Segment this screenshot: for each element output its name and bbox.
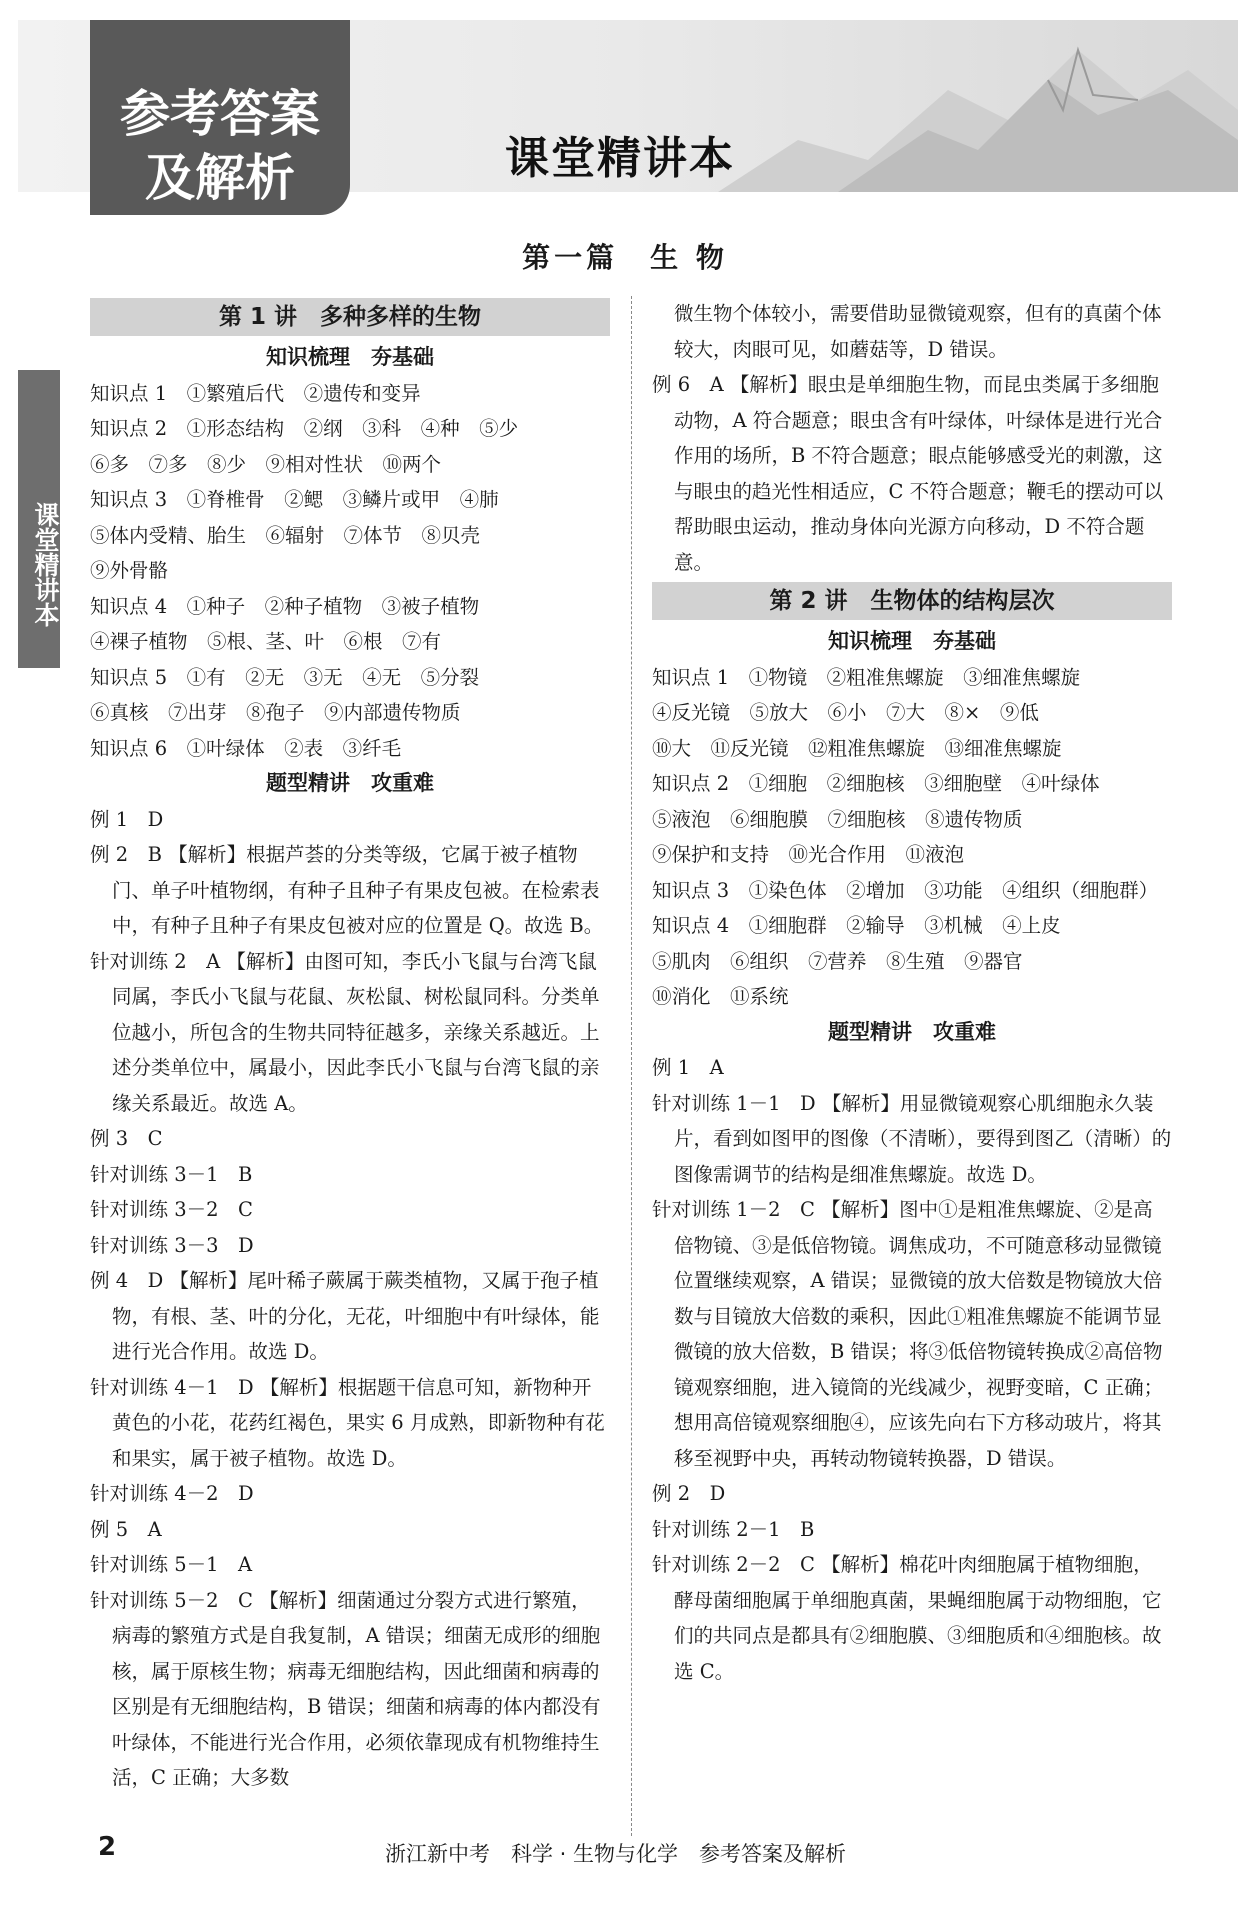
answer-entry: 针对训练 5－1 A — [90, 1553, 253, 1576]
answer-entry: 针对训练 3－2 C — [90, 1198, 253, 1221]
knowledge-line: 知识点 1 ①物镜 ②粗准焦螺旋 ③细准焦螺旋 — [652, 665, 1081, 689]
knowledge-line: ⑥多 ⑦多 ⑧少 ⑨相对性状 ⑩两个 — [90, 452, 442, 476]
answer-entry: 例 6 A 【解析】眼虫是单细胞生物，而昆虫类属于多细胞动物，A 符合题意；眼虫含有叶绿体，叶绿体是进行光合作用的场所，B 不符合题意；眼点能够感受光的刺激，这与眼虫的趋光性相适应，C 不符合题意；鞭毛的摆动可以帮助眼虫运动，推动身体向光源方向移动，D 不符合题意。 — [652, 373, 1164, 574]
knowledge-line: 知识点 3 ①脊椎骨 ②鳃 ③鳞片或甲 ④肺 — [90, 488, 499, 511]
knowledge-line: 知识点 2 ①形态结构 ②纲 ③科 ④种 ⑤少 — [90, 417, 519, 440]
answer-entry: 例 4 D 【解析】尾叶稀子蕨属于蕨类植物，又属于孢子植物，有根、茎、叶的分化，无花，叶细胞中有叶绿体，能进行光合作用。故选 D。 — [90, 1269, 600, 1363]
answer-entry: 例 1 A — [652, 1056, 724, 1079]
knowledge-line: 知识点 2 ①细胞 ②细胞核 ③细胞壁 ④叶绿体 — [652, 772, 1100, 795]
answer-entry: 例 2 D — [652, 1482, 726, 1505]
book-title: 课堂精讲本 — [505, 133, 735, 184]
page-number: 2 — [98, 1832, 117, 1862]
knowledge-line: ⑨外骨骼 — [90, 559, 169, 582]
knowledge-line: 知识点 4 ①种子 ②种子植物 ③被子植物 — [90, 594, 480, 618]
knowledge-line: ⑩消化 ⑪系统 — [652, 985, 789, 1008]
knowledge-line: 知识点 6 ①叶绿体 ②表 ③纤毛 — [90, 736, 402, 760]
answer-entry: 针对训练 4－2 D — [90, 1482, 254, 1505]
answer-entry: 微生物个体较小，需要借助显微镜观察，但有的真菌个体较大，肉眼可见，如蘑菇等，D 错误。 — [674, 302, 1162, 361]
mountain-illustration — [718, 20, 1238, 192]
answer-entry: 针对训练 1－2 C 【解析】图中①是粗准焦螺旋、②是高倍物镜、③是低倍物镜。调焦成功，不可随意移动显微镜位置继续观察，A 错误；显微镜的放大倍数是物镜放大倍数与目镜放大倍数的乘积，因此①粗准焦螺旋不能调节显微镜的放大倍数，B 错误；将③低倍物镜转换成②高倍物镜观察细胞，进入镜筒的光线减少，视野变暗，C 正确；想用高倍镜观察细胞④，应该先向右下方移动玻片，将其移至视野中央，再转动物镜转换器，D 错误。 — [652, 1198, 1164, 1470]
answer-entry: 针对训练 4－1 D 【解析】根据题干信息可知，新物种开黄色的小花，花药红褐色，果实 6 月成熟，即新物种有花和果实，属于被子植物。故选 D。 — [90, 1375, 605, 1470]
exercise-heading: 题型精讲 攻重难 — [828, 1019, 996, 1044]
right-column — [652, 296, 1172, 1689]
answer-entry: 针对训练 1－1 D 【解析】用显微镜观察心肌细胞永久装片，看到如图甲的图像（不清晰），要得到图乙（清晰）的图像需调节的结构是细准焦螺旋。故选 D。 — [652, 1091, 1172, 1186]
knowledge-line: ⑤肌肉 ⑥组织 ⑦营养 ⑧生殖 ⑨器官 — [652, 949, 1023, 973]
answer-entry: 针对训练 5－2 C 【解析】细菌通过分裂方式进行繁殖，病毒的繁殖方式是自我复制，A 错误；细菌无成形的细胞核，属于原核生物；病毒无细胞结构，因此细菌和病毒的区别是有无细胞结构，B 错误；细菌和病毒的体内都没有叶绿体，不能进行光合作用，必须依靠现成有机物维持生活，C 正确；大多数 — [90, 1588, 601, 1789]
answer-entry: 例 3 C — [90, 1127, 163, 1150]
knowledge-line: ⑩大 ⑪反光镜 ⑫粗准焦螺旋 ⑬细准焦螺旋 — [652, 736, 1062, 760]
knowledge-line: ④反光镜 ⑤放大 ⑥小 ⑦大 ⑧× ⑨低 — [652, 701, 1039, 724]
knowledge-heading: 知识梳理 夯基础 — [266, 345, 434, 369]
side-tab-label: 课堂精讲本 — [31, 501, 60, 627]
knowledge-line: ⑨保护和支持 ⑩光合作用 ⑪液泡 — [652, 843, 965, 866]
answer-entry: 例 1 D — [90, 807, 164, 831]
side-tab — [18, 370, 60, 668]
knowledge-line: 知识点 4 ①细胞群 ②输导 ③机械 ④上皮 — [652, 914, 1061, 937]
exercise-heading: 题型精讲 攻重难 — [266, 771, 434, 795]
answer-tab-line1: 参考答案 — [120, 85, 320, 143]
answer-entry: 针对训练 3－3 D — [90, 1233, 254, 1257]
answer-entry: 针对训练 3－1 B — [90, 1162, 253, 1186]
lecture-2-title: 第 2 讲 生物体的结构层次 — [652, 582, 1172, 620]
knowledge-line: 知识点 1 ①繁殖后代 ②遗传和变异 — [90, 381, 421, 405]
knowledge-line: ⑤液泡 ⑥细胞膜 ⑦细胞核 ⑧遗传物质 — [652, 807, 1023, 831]
column-divider — [631, 296, 633, 1836]
answer-entry: 例 2 B 【解析】根据芦荟的分类等级，它属于被子植物门、单子叶植物纲，有种子且种子有果皮包被。在检索表中，有种子且种子有果皮包被对应的位置是 Q。故选 B。 — [90, 843, 604, 937]
footer-title: 浙江新中考 科学 · 生物与化学 参考答案及解析 — [385, 1842, 847, 1866]
part-title: 第一篇 生 物 — [522, 241, 728, 274]
knowledge-line: ⑥真核 ⑦出芽 ⑧孢子 ⑨内部遗传物质 — [90, 701, 461, 724]
lecture-1-title: 第 1 讲 多种多样的生物 — [90, 298, 610, 336]
knowledge-line: 知识点 3 ①染色体 ②增加 ③功能 ④组织（细胞群） — [652, 878, 1159, 902]
answer-entry: 针对训练 2－1 B — [652, 1517, 815, 1541]
left-column — [90, 296, 610, 1796]
answer-entry: 针对训练 2 A 【解析】由图可知，李氏小飞鼠与台湾飞鼠同属，李氏小飞鼠与花鼠、灰松鼠、树松鼠同科。分类单位越小，所包含的生物共同特征越多，亲缘关系越近。上述分类单位中，属最小，因此李氏小飞鼠与台湾飞鼠的亲缘关系最近。故选 A。 — [90, 949, 600, 1115]
answer-entry: 针对训练 2－2 C 【解析】棉花叶肉细胞属于植物细胞，酵母菌细胞属于单细胞真菌，果蝇细胞属于动物细胞，它们的共同点是都具有②细胞膜、③细胞质和④细胞核。故选 C。 — [652, 1553, 1162, 1683]
knowledge-heading: 知识梳理 夯基础 — [828, 629, 996, 653]
answer-tab-line2: 及解析 — [145, 149, 295, 207]
answer-tab — [90, 20, 350, 215]
knowledge-line: ④裸子植物 ⑤根、茎、叶 ⑥根 ⑦有 — [90, 630, 442, 653]
knowledge-line: 知识点 5 ①有 ②无 ③无 ④无 ⑤分裂 — [90, 665, 480, 689]
answer-entry: 例 5 A — [90, 1517, 162, 1541]
knowledge-line: ⑤体内受精、胎生 ⑥辐射 ⑦体节 ⑧贝壳 — [90, 523, 481, 547]
